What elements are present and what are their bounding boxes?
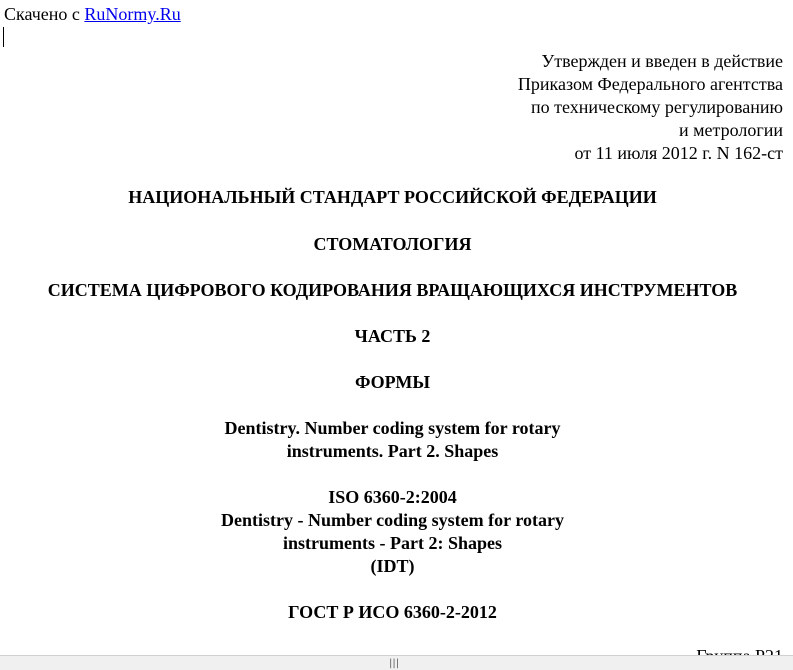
download-source-prefix: Скачено с xyxy=(4,4,85,24)
text-cursor xyxy=(3,27,4,47)
part-heading: ЧАСТЬ 2 xyxy=(354,326,431,346)
iso-title-line-1: Dentistry - Number coding system for rotary xyxy=(221,510,564,530)
subject-heading: ФОРМЫ xyxy=(355,372,430,392)
national-standard-heading: НАЦИОНАЛЬНЫЙ СТАНДАРТ РОССИЙСКОЙ ФЕДЕРАЦИИ xyxy=(128,187,657,207)
approval-line: Утвержден и введен в действие xyxy=(541,51,783,71)
iso-title-line-2: instruments - Part 2: Shapes xyxy=(283,533,502,553)
english-title-line-1: Dentistry. Number coding system for rotary xyxy=(224,418,561,438)
runormy-link[interactable]: RuNormy.Ru xyxy=(84,4,181,24)
approval-line: и метрологии xyxy=(679,120,783,140)
horizontal-scrollbar[interactable] xyxy=(0,655,793,670)
iso-equivalence: (IDT) xyxy=(370,556,415,576)
english-title-line-2: instruments. Part 2. Shapes xyxy=(286,441,499,461)
approval-line: Приказом Федерального агентства xyxy=(517,74,783,94)
approval-block xyxy=(518,50,783,165)
system-heading: СИСТЕМА ЦИФРОВОГО КОДИРОВАНИЯ ВРАЩАЮЩИХСЯ ИНСТРУМЕНТОВ xyxy=(47,280,738,300)
field-heading: СТОМАТОЛОГИЯ xyxy=(313,234,472,254)
approval-line: от 11 июля 2012 г. N 162-ст xyxy=(574,143,783,163)
iso-code: ISO 6360-2:2004 xyxy=(328,487,457,507)
approval-line: по техническому регулированию xyxy=(530,97,783,117)
scroll-grip-icon[interactable]: ||| xyxy=(389,658,400,669)
download-source-line xyxy=(4,3,181,25)
gost-code: ГОСТ Р ИСО 6360-2-2012 xyxy=(288,602,497,622)
